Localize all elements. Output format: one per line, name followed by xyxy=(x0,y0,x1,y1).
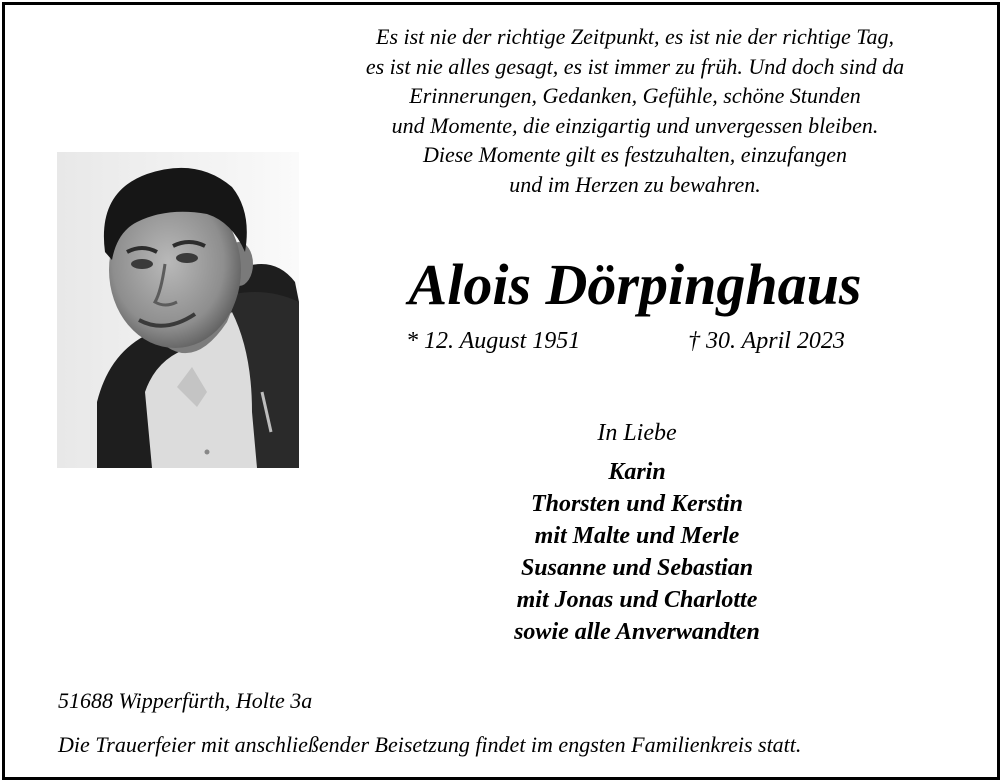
family-address: 51688 Wipperfürth, Holte 3a xyxy=(58,688,313,713)
mourner-line: sowie alle Anverwandten xyxy=(514,619,760,645)
mourner-line: Thorsten und Kerstin xyxy=(530,491,744,517)
poem xyxy=(330,22,940,199)
birth-date: * 12. August 1951 xyxy=(406,328,581,354)
mourner-line: Susanne und Sebastian xyxy=(520,555,754,581)
mourner-line: mit Malte und Merle xyxy=(534,523,740,549)
poem-line: es ist nie alles gesagt, es ist immer zu früh. Und doch sind da xyxy=(365,53,905,79)
poem-line: Erinnerungen, Gedanken, Gefühle, schöne Stunden xyxy=(409,83,861,108)
poem-line: Es ist nie der richtige Zeitpunkt, es ist nie der richtige Tag, xyxy=(376,24,894,49)
poem-line: und Momente, die einzigartig und unvergessen bleiben. xyxy=(391,112,879,138)
mourners-intro: In Liebe xyxy=(597,420,677,446)
mourners-list xyxy=(437,456,837,648)
poem-line: und im Herzen zu bewahren. xyxy=(509,171,761,197)
funeral-notice: Die Trauerfeier mit anschließender Beisetzung findet im engsten Familienkreis statt. xyxy=(58,732,802,757)
portrait-photo xyxy=(57,152,299,468)
mourner-line: mit Jonas und Charlotte xyxy=(516,587,758,613)
poem-line: Diese Momente gilt es festzuhalten, einzufangen xyxy=(422,142,848,167)
death-date: † 30. April 2023 xyxy=(688,328,845,354)
mourner-line: Karin xyxy=(608,459,666,485)
life-dates xyxy=(330,324,940,358)
deceased-name: Alois Dörpinghaus xyxy=(408,252,862,317)
